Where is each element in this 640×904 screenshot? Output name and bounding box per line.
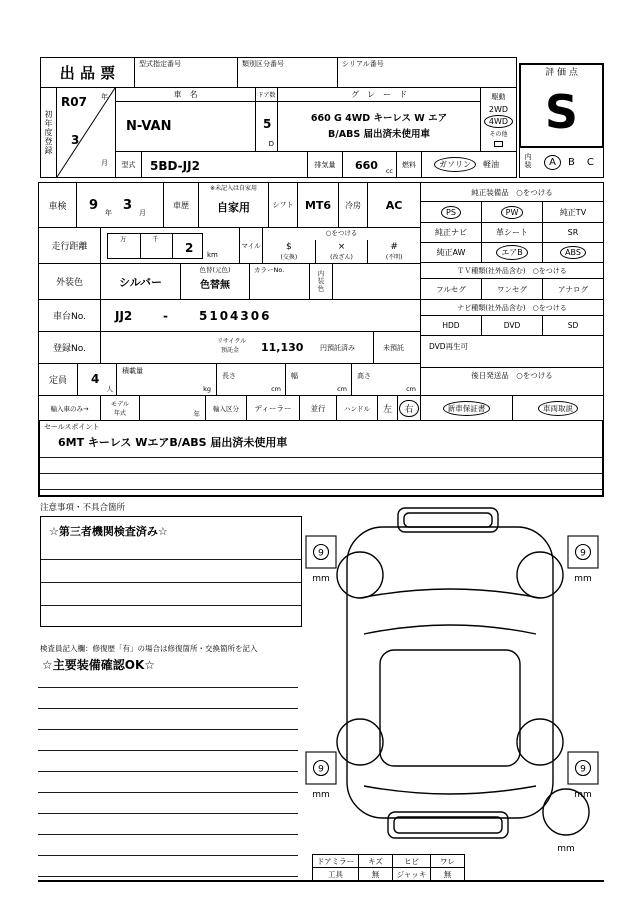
equipment-header — [420, 182, 604, 202]
model-year-label-2: 年式 — [113, 410, 126, 417]
first-reg-label-box — [40, 87, 57, 178]
vehicle-grade-header — [277, 87, 481, 102]
repaint-value: 色替無 — [200, 280, 230, 291]
shaken-label-box — [38, 182, 77, 228]
ruled-line — [38, 855, 298, 856]
equipment-cell — [420, 242, 482, 263]
displacement-label: 排気量 — [314, 160, 336, 169]
capacity-label: 定員 — [48, 376, 67, 386]
length-box — [216, 363, 286, 396]
width-box — [285, 363, 352, 396]
car-name-label: 車 名 — [173, 90, 198, 99]
mile-options — [263, 240, 420, 263]
interior-color-label: 内装色 — [316, 270, 325, 293]
mile-symbol: $ — [285, 242, 292, 252]
doors-header — [255, 87, 278, 102]
notes-box — [40, 516, 302, 627]
height-label: 高さ — [357, 372, 371, 380]
check-jack: ジャッキ — [393, 868, 431, 881]
check-scratch: キズ — [359, 855, 393, 868]
odometer-value: 2 — [185, 241, 194, 255]
dvd-playback-box — [420, 335, 604, 368]
handle-left-label: 左 — [382, 404, 392, 415]
doors-box — [255, 101, 278, 152]
car-diagram — [300, 500, 610, 860]
later-items-header: 後日発送品 ○をつける — [471, 371, 553, 380]
equip-aw: 純正AW — [436, 248, 466, 257]
equipment-cell — [420, 201, 482, 223]
odometer-sen-label: 千 — [152, 235, 159, 243]
recycle-label-1: リサイクル — [217, 338, 247, 345]
reg-year-unit: 年 — [101, 93, 108, 101]
equip-pw-selected: PW — [505, 207, 519, 217]
displacement-value: 660 — [355, 159, 378, 172]
ruled-line — [40, 457, 602, 458]
grade-label: 評 価 点 — [545, 68, 578, 78]
vehicle-grade-box — [277, 101, 481, 152]
handle-right — [397, 395, 421, 421]
sheet-bottom-border — [38, 880, 604, 882]
handle-left — [377, 395, 398, 421]
shaken-year: 9 — [89, 198, 99, 213]
mileage-label-box — [38, 227, 101, 264]
model-year-box — [139, 395, 206, 421]
ruled-line — [40, 489, 602, 490]
fuel-gasoline-selected: ガソリン — [439, 160, 471, 169]
navi-sd: SD — [567, 321, 579, 330]
reg-year: R07 — [61, 95, 87, 109]
ruled-line — [41, 605, 301, 606]
check-table-row — [313, 855, 465, 868]
width-unit: cm — [337, 384, 347, 393]
height-box — [351, 363, 421, 396]
shift-label-box — [268, 182, 298, 228]
navi-header — [420, 299, 604, 316]
mile-note: (交換) — [280, 254, 298, 261]
exterior-color-label-box — [38, 263, 101, 300]
capacity-unit: 人 — [106, 384, 113, 393]
rear-bumper-inner — [394, 817, 502, 833]
equip-abs-selected: ABS — [565, 248, 581, 257]
first-reg-value-box — [56, 87, 116, 178]
displacement-box — [342, 151, 397, 178]
ruled-line — [38, 750, 298, 751]
repaint-label: 色替(元色) — [199, 266, 231, 274]
exterior-color-value: シルバー — [119, 275, 162, 289]
history-value: 自家用 — [217, 201, 250, 214]
inspector-text: ☆主要装備確認OK☆ — [42, 658, 156, 672]
recycle-box — [100, 331, 421, 364]
length-label: 長さ — [222, 372, 236, 380]
equip-sr: SR — [567, 228, 579, 237]
mm-unit-label: mm — [312, 574, 330, 584]
first-reg-label: 初年度登録 — [44, 110, 53, 155]
tv-oneseg: ワンセグ — [497, 284, 527, 294]
equipment-cell — [542, 201, 604, 223]
chassis-separator: - — [163, 309, 168, 323]
ruled-line — [40, 473, 602, 474]
import-type-label: 輸入区分 — [213, 404, 239, 413]
chassis-number: 5104306 — [199, 309, 272, 323]
capacity-box — [77, 363, 117, 396]
navi-header-label: ナビ種類(社外品含む) ○をつける — [457, 303, 567, 312]
recycle-divider — [373, 332, 374, 363]
exterior-color-box — [100, 263, 181, 300]
vehicle-grade: 660 G 4WD キーレス W エアB/ABS 届出済未使用車 — [310, 113, 448, 140]
reg-month: 3 — [71, 133, 80, 147]
chassis-box — [100, 299, 421, 332]
odometer-box — [100, 227, 240, 264]
shaken-month: 3 — [123, 198, 133, 213]
model-code-box — [134, 57, 238, 88]
shift-label: シフト — [272, 201, 294, 209]
height-unit: cm — [406, 384, 416, 393]
rear-left-wheel — [337, 719, 383, 765]
ac-label-box — [338, 182, 368, 228]
tread-depth-value: 9 — [580, 764, 586, 775]
class-code-label: 類別区分番号 — [242, 60, 284, 68]
equip-ps-selected: PS — [446, 207, 456, 217]
mile-circle-note: ○をつける — [325, 229, 358, 237]
navi-hdd: HDD — [442, 321, 460, 330]
check-table-row — [313, 868, 465, 881]
width-label: 幅 — [291, 372, 298, 380]
roof-panel — [380, 650, 520, 766]
front-bumper — [398, 508, 498, 532]
registration-no-label: 登録No. — [53, 344, 86, 354]
check-table — [312, 854, 465, 881]
tv-header — [420, 262, 604, 279]
sales-point-text: 6MT キーレス WエアB/ABS 届出済未使用車 — [58, 436, 288, 449]
model-box — [141, 151, 308, 178]
drive-label: 駆動 — [491, 93, 506, 101]
sales-point-label: セールスポイント — [44, 423, 100, 431]
interior-grade-a-selected: A — [549, 157, 556, 168]
mile-label-box — [239, 227, 263, 264]
tv-analog: アナログ — [558, 284, 588, 294]
shift-value: MT6 — [304, 198, 332, 212]
history-box — [198, 182, 269, 228]
mile-option-unknown — [368, 240, 420, 263]
equip-leather: 革シート — [496, 228, 528, 237]
drive-other-label: その他 — [489, 131, 508, 138]
check-tools-none: 無 — [359, 868, 393, 881]
load-unit: kg — [203, 384, 211, 393]
navi-option — [542, 315, 604, 336]
interior-grade-label: 内装 — [524, 153, 532, 169]
equip-tv: 純正TV — [559, 207, 587, 217]
dvd-playback-label: DVD再生可 — [429, 342, 469, 351]
serial-label: シリアル番号 — [342, 60, 384, 68]
rear-window-line — [364, 786, 536, 794]
grade-value: S — [544, 84, 579, 139]
ac-box — [367, 182, 421, 228]
model-year-unit: 年 — [193, 409, 200, 418]
exterior-color-label: 外装色 — [55, 278, 83, 288]
front-bumper-inner — [404, 513, 492, 527]
sheet-title: 出 品 票 — [59, 64, 116, 82]
tread-depth-value: 9 — [318, 764, 324, 775]
repaint-box — [180, 263, 250, 300]
displacement-unit: cc — [385, 166, 393, 175]
recycle-deposited: 円預託済み — [320, 344, 355, 352]
ruled-line — [38, 687, 298, 688]
history-label: 車歴 — [173, 200, 189, 210]
mm-unit-label: mm — [574, 574, 592, 584]
mile-symbol: # — [390, 242, 398, 252]
hood-line — [360, 589, 540, 598]
grade-box — [519, 63, 604, 148]
shaken-label: 車検 — [48, 201, 67, 212]
tread-depth-value: 9 — [318, 548, 324, 559]
history-note: ※未記入は自家用 — [209, 185, 258, 192]
equipment-cell — [542, 242, 604, 263]
tread-depth-value: 9 — [580, 548, 586, 559]
navi-option — [481, 315, 543, 336]
ac-value: AC — [385, 198, 403, 212]
car-body — [347, 527, 553, 818]
inspector-label: 検査員記入欄：修復歴「有」の場合は修復箇所・交換箇所を記入 — [40, 644, 258, 653]
displacement-label-box — [307, 151, 343, 178]
load-box — [116, 363, 217, 396]
chassis-label: 車台No. — [53, 312, 86, 322]
ruled-line — [38, 813, 298, 814]
warranty-label: 新車保証書 — [447, 403, 486, 413]
ruled-line — [41, 582, 301, 583]
ruled-line — [38, 729, 298, 730]
model-code-label: 型式指定番号 — [139, 60, 181, 68]
drive-other-checkbox — [494, 141, 503, 147]
manual-box — [512, 395, 604, 421]
fuel-diesel: 軽油 — [483, 160, 499, 169]
model-year-label-box — [100, 395, 140, 421]
odometer-divider — [172, 234, 173, 258]
history-label-box — [163, 182, 199, 228]
ac-label: 冷房 — [345, 200, 361, 210]
class-code-box — [237, 57, 338, 88]
doors-label: ドア数 — [257, 92, 276, 99]
car-name-box — [115, 101, 256, 152]
color-no-box — [249, 263, 310, 300]
mm-unit-label: mm — [574, 790, 592, 800]
recycle-not-deposited: 未預託 — [383, 344, 404, 352]
equipment-cell — [542, 222, 604, 243]
front-right-wheel — [517, 552, 563, 598]
odometer-unit: km — [207, 251, 218, 259]
model-value: 5BD-JJ2 — [150, 159, 200, 173]
mile-note: (改ざん) — [330, 254, 353, 261]
mm-unit-label: mm — [557, 844, 575, 854]
shift-box — [297, 182, 339, 228]
chassis-label-box — [38, 299, 101, 332]
manual-label: 車両取説 — [543, 403, 573, 413]
mile-options-box — [262, 227, 421, 264]
import-type-label-box — [205, 395, 247, 421]
navi-dvd: DVD — [503, 321, 521, 330]
shaken-month-unit: 月 — [139, 209, 146, 217]
doors-value: 5 — [263, 117, 272, 131]
navi-option — [420, 315, 482, 336]
windshield-line — [364, 625, 536, 634]
import-dealer — [246, 395, 300, 421]
import-dealer-label: ディーラー — [254, 403, 292, 413]
ruled-line — [38, 876, 298, 877]
equip-navi: 純正ナビ — [435, 228, 467, 237]
shaken-year-unit: 年 — [105, 209, 112, 217]
interior-color-box — [332, 263, 421, 300]
equipment-cell — [481, 242, 543, 263]
drive-2wd: 2WD — [488, 105, 509, 114]
drive-box — [480, 87, 517, 152]
interior-grade-options — [540, 148, 603, 177]
shaken-value-box — [76, 182, 164, 228]
mile-note: (不明) — [385, 254, 403, 261]
import-parallel-label: 並行 — [310, 403, 326, 413]
ruled-line — [38, 834, 298, 835]
load-label: 積載量 — [122, 367, 143, 375]
mm-unit-label: mm — [312, 790, 330, 800]
color-no-label: カラーNo. — [254, 266, 285, 274]
check-doormirror: ドアミラー — [313, 855, 359, 868]
odometer-cells — [107, 233, 203, 259]
chassis-prefix: JJ2 — [115, 309, 133, 323]
tv-option — [420, 278, 482, 300]
recycle-label-2: 預託金 — [221, 347, 240, 354]
handle-label-box — [336, 395, 378, 421]
check-crack: ヒビ — [393, 855, 431, 868]
mile-symbol: × — [337, 242, 346, 252]
tv-fullseg: フルセグ — [436, 284, 466, 294]
registration-no-label-box — [38, 331, 101, 364]
sheet-title-box — [40, 57, 135, 88]
car-name: N-VAN — [126, 119, 172, 134]
check-jack-none: 無 — [431, 868, 465, 881]
notes-text: ☆第三者機関検査済み☆ — [49, 525, 168, 538]
mile-option-tampered — [316, 240, 369, 263]
import-label: 輸入車のみ→ — [50, 404, 89, 413]
reg-month-unit: 月 — [101, 159, 108, 167]
handle-label: ハンドル — [344, 404, 370, 413]
ruled-line — [38, 771, 298, 772]
car-name-header — [115, 87, 256, 102]
handle-right-selected: 右 — [404, 402, 413, 415]
length-unit: cm — [271, 384, 281, 393]
model-year-label-1: モデル — [111, 401, 129, 408]
drive-4wd-selected: 4WD — [488, 117, 509, 126]
model-label-box — [115, 151, 142, 178]
later-items-box — [420, 367, 604, 396]
equipment-cell — [420, 222, 482, 243]
capacity-value: 4 — [91, 372, 100, 386]
check-tools: 工具 — [313, 868, 359, 881]
interior-grade-box — [519, 147, 604, 178]
mileage-label: 走行距離 — [51, 242, 88, 252]
interior-grade-c: C — [586, 157, 594, 168]
fuel-box — [421, 151, 517, 178]
equipment-cell — [481, 222, 543, 243]
ruled-line — [38, 708, 298, 709]
equipment-cell — [481, 201, 543, 223]
vehicle-grade-label: グ レ ー ド — [351, 90, 407, 99]
equip-airbag-selected: エアB — [501, 248, 523, 257]
ruled-line — [38, 792, 298, 793]
import-label-box — [38, 395, 101, 421]
interior-grade-b: B — [567, 157, 575, 168]
tv-header-label: ＴＶ種類(社外品含む) ○をつける — [457, 266, 567, 275]
check-break: ワレ — [431, 855, 465, 868]
interior-color-label-box — [309, 263, 333, 300]
warranty-box — [420, 395, 513, 421]
rear-right-wheel — [517, 719, 563, 765]
equipment-header-label: 純正装備品 ○をつける — [471, 187, 553, 197]
capacity-label-box — [38, 363, 78, 396]
front-left-wheel — [337, 552, 383, 598]
recycle-amount: 11,130 — [261, 341, 304, 354]
fuel-label: 燃料 — [402, 160, 416, 169]
fuel-label-box — [396, 151, 422, 178]
import-parallel — [299, 395, 337, 421]
odometer-man-label: 万 — [120, 235, 127, 243]
odometer-divider — [140, 234, 141, 258]
doors-unit: D — [268, 140, 274, 148]
model-label: 型式 — [121, 160, 136, 169]
tv-option — [481, 278, 543, 300]
rear-bumper — [388, 812, 508, 838]
ruled-line — [41, 559, 301, 560]
tv-option — [542, 278, 604, 300]
serial-box — [337, 57, 517, 88]
mile-option-exchange — [263, 240, 316, 263]
notes-label: 注意事項・不具合箇所 — [40, 503, 126, 513]
mile-label: マイル — [241, 242, 261, 250]
grade-value-wrap — [521, 77, 602, 146]
